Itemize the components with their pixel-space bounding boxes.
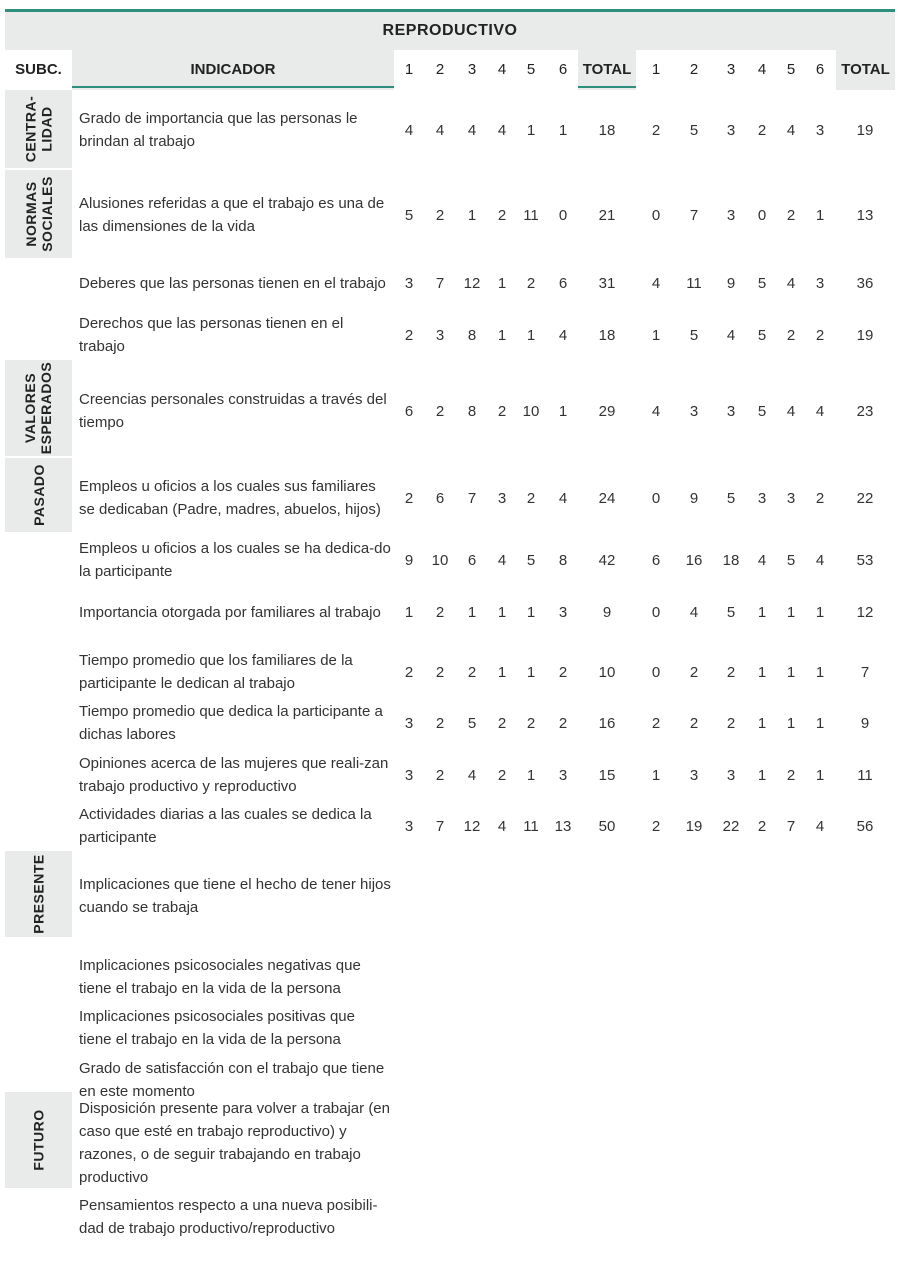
value-cell: 5 [467, 714, 477, 732]
value-cell: 9 [726, 274, 736, 292]
value-cell: 5 [757, 402, 767, 420]
subc-text-centralidad: CENTRA- LIDAD [22, 95, 55, 163]
value-cell: 4 [558, 489, 568, 507]
value-cell: 2 [497, 714, 507, 732]
table-row [0, 1003, 900, 1053]
value-cell: 6 [467, 551, 477, 569]
value-cell: 1 [815, 663, 825, 681]
value-cell: 7 [786, 817, 796, 835]
total-cell: 19 [856, 121, 874, 139]
value-cell: 1 [497, 274, 507, 292]
table-row [0, 258, 900, 308]
value-cell: 10 [431, 551, 449, 569]
value-cell: 4 [689, 603, 699, 621]
value-cell: 1 [526, 603, 536, 621]
table-row [0, 386, 900, 436]
total-cell: 53 [856, 551, 874, 569]
column-header-g2-4: 4 [757, 61, 767, 78]
value-cell: 3 [404, 766, 414, 784]
value-cell: 4 [815, 817, 825, 835]
value-cell: 1 [651, 326, 661, 344]
value-cell: 1 [786, 663, 796, 681]
value-cell: 19 [685, 817, 703, 835]
value-cell: 3 [726, 402, 736, 420]
value-cell: 3 [404, 714, 414, 732]
value-cell: 4 [558, 326, 568, 344]
total-cell: 50 [598, 817, 616, 835]
column-header-g1-3: 3 [467, 61, 477, 78]
value-cell: 4 [815, 551, 825, 569]
value-cell: 1 [786, 714, 796, 732]
value-cell: 4 [651, 274, 661, 292]
value-cell: 3 [726, 121, 736, 139]
value-cell: 7 [467, 489, 477, 507]
value-cell: 2 [651, 714, 661, 732]
value-cell: 6 [435, 489, 445, 507]
value-cell: 3 [404, 274, 414, 292]
value-cell: 3 [497, 489, 507, 507]
value-cell: 1 [757, 766, 767, 784]
indicador-cell: Actividades diarias a las cuales se dedica la participante [79, 806, 372, 846]
total-cell: 7 [860, 663, 870, 681]
value-cell: 1 [558, 402, 568, 420]
table-row [0, 190, 900, 240]
column-header-g2-5: 5 [786, 61, 796, 78]
value-cell: 11 [523, 206, 539, 224]
value-cell: 2 [497, 206, 507, 224]
value-cell: 6 [404, 402, 414, 420]
column-header-indicador: INDICADOR [72, 50, 394, 90]
table-row [0, 473, 900, 523]
value-cell: 4 [726, 326, 736, 344]
value-cell: 2 [786, 326, 796, 344]
value-cell: 22 [722, 817, 740, 835]
value-cell: 5 [757, 274, 767, 292]
value-cell: 4 [497, 817, 507, 835]
value-cell: 1 [786, 603, 796, 621]
indicador-cell: Derechos que las personas tienen en el trabajo [79, 315, 344, 355]
value-cell: 4 [786, 402, 796, 420]
indicador-cell: Implicaciones psicosociales positivas que tiene el trabajo en la vida de la persona [79, 1008, 355, 1048]
value-cell: 2 [726, 714, 736, 732]
total-cell: 23 [856, 402, 874, 420]
value-cell: 8 [467, 326, 477, 344]
total-cell: 24 [598, 489, 616, 507]
value-cell: 13 [554, 817, 572, 835]
value-cell: 4 [786, 274, 796, 292]
value-cell: 3 [786, 489, 796, 507]
total-cell: 29 [598, 402, 616, 420]
indicador-cell: Empleos u oficios a los cuales se ha dedica-do la participante [79, 540, 391, 580]
total-cell: 19 [856, 326, 874, 344]
value-cell: 0 [558, 206, 568, 224]
total-cell: 21 [598, 206, 616, 224]
value-cell: 5 [526, 551, 536, 569]
total-cell: 42 [598, 551, 616, 569]
value-cell: 3 [404, 817, 414, 835]
value-cell: 7 [435, 274, 445, 292]
value-cell: 5 [726, 603, 736, 621]
indicador-cell: Grado de importancia que las personas le brindan al trabajo [79, 110, 358, 150]
value-cell: 1 [757, 663, 767, 681]
value-cell: 0 [757, 206, 767, 224]
total-cell: 13 [856, 206, 874, 224]
value-cell: 4 [404, 121, 414, 139]
value-cell: 2 [404, 326, 414, 344]
value-cell: 2 [786, 206, 796, 224]
value-cell: 0 [651, 663, 661, 681]
column-header-g2-1: 1 [651, 61, 661, 78]
value-cell: 16 [685, 551, 703, 569]
value-cell: 12 [463, 274, 481, 292]
subc-text-presente: PRESENTE [30, 854, 47, 934]
total-1-underline [578, 86, 636, 88]
total-cell: 56 [856, 817, 874, 835]
value-cell: 3 [726, 766, 736, 784]
table-row [0, 750, 900, 800]
value-cell: 2 [526, 274, 536, 292]
column-header-g1-5: 5 [526, 61, 536, 78]
value-cell: 7 [689, 206, 699, 224]
value-cell: 2 [435, 402, 445, 420]
value-cell: 5 [786, 551, 796, 569]
subc-text-futuro: FUTURO [30, 1109, 47, 1171]
total-cell: 36 [856, 274, 874, 292]
value-cell: 2 [526, 489, 536, 507]
value-cell: 9 [404, 551, 414, 569]
value-cell: 4 [467, 766, 477, 784]
value-cell: 2 [726, 663, 736, 681]
value-cell: 2 [526, 714, 536, 732]
value-cell: 5 [726, 489, 736, 507]
table-row [0, 587, 900, 637]
total-cell: 12 [856, 603, 874, 621]
value-cell: 3 [757, 489, 767, 507]
value-cell: 2 [651, 817, 661, 835]
value-cell: 0 [651, 489, 661, 507]
value-cell: 1 [558, 121, 568, 139]
value-cell: 2 [786, 766, 796, 784]
value-cell: 2 [435, 714, 445, 732]
total-cell: 31 [598, 274, 616, 292]
value-cell: 2 [651, 121, 661, 139]
value-cell: 2 [815, 489, 825, 507]
value-cell: 1 [757, 714, 767, 732]
value-cell: 4 [467, 121, 477, 139]
value-cell: 1 [651, 766, 661, 784]
indicador-underline [72, 86, 394, 88]
table-row [0, 1192, 900, 1242]
table-row [0, 698, 900, 748]
value-cell: 2 [558, 663, 568, 681]
table-row [0, 310, 900, 360]
column-header-g1-2: 2 [435, 61, 445, 78]
total-cell: 9 [860, 714, 870, 732]
value-cell: 2 [497, 402, 507, 420]
indicador-cell: Implicaciones psicosociales negativas que tiene el trabajo en la vida de la persona [79, 957, 361, 997]
column-header-total-2: TOTAL [836, 50, 895, 90]
value-cell: 6 [651, 551, 661, 569]
table-row [0, 1097, 900, 1189]
value-cell: 5 [689, 326, 699, 344]
column-header-row [0, 50, 900, 90]
table-row [0, 105, 900, 155]
value-cell: 6 [558, 274, 568, 292]
value-cell: 1 [815, 766, 825, 784]
value-cell: 4 [435, 121, 445, 139]
value-cell: 1 [526, 766, 536, 784]
column-header-g1-1: 1 [404, 61, 414, 78]
value-cell: 4 [786, 121, 796, 139]
value-cell: 12 [463, 817, 481, 835]
value-cell: 1 [467, 603, 477, 621]
value-cell: 1 [497, 326, 507, 344]
value-cell: 2 [404, 663, 414, 681]
column-header-g2-2: 2 [689, 61, 699, 78]
value-cell: 1 [815, 603, 825, 621]
total-cell: 11 [857, 766, 873, 784]
value-cell: 4 [815, 402, 825, 420]
value-cell: 1 [404, 603, 414, 621]
value-cell: 2 [435, 663, 445, 681]
value-cell: 3 [689, 766, 699, 784]
total-cell: 22 [856, 489, 874, 507]
indicador-cell: Grado de satisfacción con el trabajo que tiene en este momento [79, 1060, 385, 1100]
value-cell: 2 [435, 603, 445, 621]
indicador-cell: Alusiones referidas a que el trabajo es una de las dimensiones de la vida [79, 195, 385, 235]
value-cell: 1 [757, 603, 767, 621]
value-cell: 11 [523, 817, 539, 835]
column-header-g1-4: 4 [497, 61, 507, 78]
value-cell: 3 [815, 274, 825, 292]
total-cell: 10 [598, 663, 616, 681]
indicador-cell: Creencias personales construidas a través del tiempo [79, 391, 387, 431]
value-cell: 3 [726, 206, 736, 224]
value-cell: 3 [815, 121, 825, 139]
value-cell: 2 [757, 817, 767, 835]
value-cell: 2 [404, 489, 414, 507]
value-cell: 2 [435, 766, 445, 784]
indicador-cell: Tiempo promedio que dedica la participante a dichas labores [79, 703, 383, 743]
indicador-cell: Tiempo promedio que los familiares de la participante le dedican al trabajo [79, 652, 353, 692]
value-cell: 4 [757, 551, 767, 569]
column-header-g1-6: 6 [558, 61, 568, 78]
column-header-g2-3: 3 [726, 61, 736, 78]
value-cell: 0 [651, 206, 661, 224]
table-row [0, 952, 900, 1002]
value-cell: 4 [497, 551, 507, 569]
value-cell: 2 [467, 663, 477, 681]
value-cell: 8 [467, 402, 477, 420]
value-cell: 3 [435, 326, 445, 344]
value-cell: 1 [497, 663, 507, 681]
indicador-cell: Disposición presente para volver a trabajar (en caso que esté en trabajo reproductivo) y razones, o de seguir trabajando en trabajo productivo [79, 1100, 390, 1186]
total-cell: 18 [598, 121, 616, 139]
value-cell: 0 [651, 603, 661, 621]
value-cell: 5 [757, 326, 767, 344]
value-cell: 1 [467, 206, 477, 224]
indicador-cell: Pensamientos respecto a una nueva posibili-dad de trabajo productivo/reproductivo [79, 1197, 378, 1237]
value-cell: 1 [497, 603, 507, 621]
total-cell: 15 [598, 766, 616, 784]
value-cell: 8 [558, 551, 568, 569]
subc-text-valores: VALORES ESPERADOS [22, 361, 55, 455]
value-cell: 11 [686, 274, 702, 292]
value-cell: 2 [689, 663, 699, 681]
value-cell: 1 [815, 714, 825, 732]
subc-text-pasado: PASADO [30, 464, 47, 526]
value-cell: 1 [815, 206, 825, 224]
value-cell: 2 [435, 206, 445, 224]
column-header-subc: SUBC. [15, 61, 62, 78]
value-cell: 18 [722, 551, 740, 569]
table-title: REPRODUCTIVO [382, 22, 518, 39]
table-row [0, 647, 900, 697]
value-cell: 2 [757, 121, 767, 139]
value-cell: 2 [558, 714, 568, 732]
indicador-cell: Importancia otorgada por familiares al trabajo [79, 603, 381, 621]
value-cell: 7 [435, 817, 445, 835]
value-cell: 9 [689, 489, 699, 507]
value-cell: 2 [497, 766, 507, 784]
value-cell: 3 [558, 603, 568, 621]
table-row [0, 535, 900, 585]
value-cell: 1 [526, 121, 536, 139]
value-cell: 1 [526, 663, 536, 681]
value-cell: 4 [497, 121, 507, 139]
indicador-cell: Implicaciones que tiene el hecho de tener hijos cuando se trabaja [79, 876, 391, 916]
value-cell: 5 [404, 206, 414, 224]
column-header-g2-6: 6 [815, 61, 825, 78]
table-row [0, 801, 900, 851]
value-cell: 5 [689, 121, 699, 139]
value-cell: 10 [522, 402, 540, 420]
subc-text-normas: NORMAS SOCIALES [22, 176, 55, 252]
total-cell: 16 [598, 714, 616, 732]
value-cell: 3 [558, 766, 568, 784]
column-header-total-1: TOTAL [578, 50, 636, 90]
indicador-cell: Empleos u oficios a los cuales sus familiares se dedicaban (Padre, madres, abuelos, hijos) [79, 478, 381, 518]
value-cell: 2 [815, 326, 825, 344]
total-cell: 18 [598, 326, 616, 344]
indicador-cell: Opiniones acerca de las mujeres que reali-zan trabajo productivo y reproductivo [79, 755, 389, 795]
value-cell: 3 [689, 402, 699, 420]
table-row [0, 871, 900, 921]
value-cell: 4 [651, 402, 661, 420]
value-cell: 2 [689, 714, 699, 732]
indicador-cell: Deberes que las personas tienen en el trabajo [79, 274, 386, 292]
value-cell: 1 [526, 326, 536, 344]
total-cell: 9 [602, 603, 612, 621]
